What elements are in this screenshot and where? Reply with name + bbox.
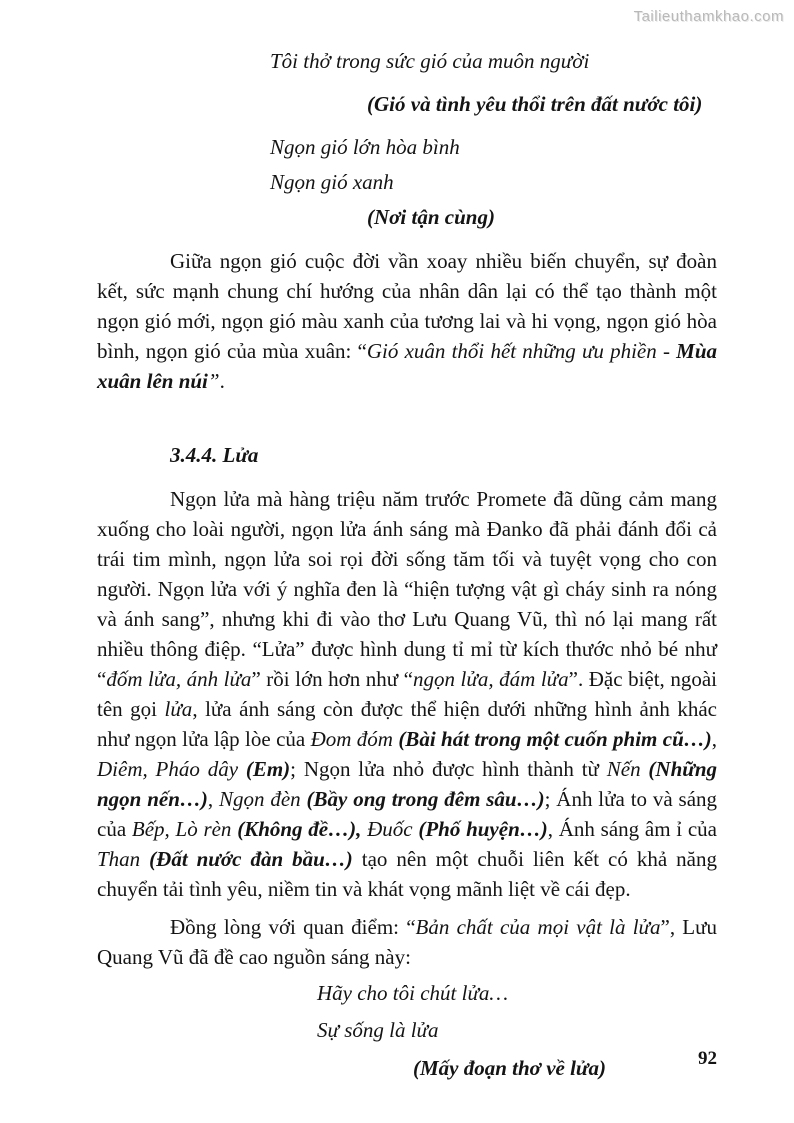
text-run: ; Ánh lửa to và sáng của: [97, 787, 718, 841]
poem-source: (Mấy đoạn thơ về lửa): [413, 1056, 606, 1080]
text-run: Nến: [606, 757, 649, 781]
text-run: Đom đóm: [310, 727, 399, 751]
text-run: Mùa xuân lên núi: [97, 339, 717, 393]
poem-line: Ngọn gió lớn hòa bình: [270, 135, 460, 159]
page-number: 92: [698, 1048, 717, 1069]
text-run: ; Ngọn lửa nhỏ được hình thành từ: [290, 757, 607, 781]
text-run: (Đất nước đàn bầu…): [149, 847, 353, 871]
text-run: ,: [207, 787, 219, 811]
text-run: đốm lửa, ánh lửa: [106, 667, 252, 691]
text-run: Ngọn đèn: [219, 787, 307, 811]
paragraph-lua-analysis: [97, 484, 717, 904]
poem-source: (Nơi tận cùng): [367, 205, 495, 229]
poem-line: Sự sống là lửa: [317, 1018, 439, 1042]
watermark: Tailieuthamkhao.com: [633, 8, 784, 25]
page-content: [97, 48, 717, 1081]
text-run: ”, Lưu Quang Vũ đã đề cao nguồn sáng này:: [97, 915, 718, 969]
text-run: ,: [711, 727, 717, 751]
paragraph-gio-conclusion: [97, 246, 717, 396]
text-run: (Bài hát trong một cuốn phim cũ…): [398, 727, 712, 751]
text-run: , lửa ánh sáng còn được thể hiện dưới những hình ảnh khác như ngọn lửa lập lòe của: [97, 697, 717, 751]
text-run: (Phố huyện…): [418, 817, 548, 841]
text-run: Diêm, Pháo dây: [97, 757, 246, 781]
text-run: (Những ngọn nến…): [97, 757, 718, 811]
text-run: Than: [97, 847, 150, 871]
text-run: tạo nên một chuỗi liên kết có khả năng chuyển tải tình yêu, niềm tin và khát vọng mãnh liệt về cái đẹp.: [97, 847, 717, 901]
text-run: .: [219, 369, 225, 393]
poem-line: Ngọn gió xanh: [270, 170, 394, 194]
text-run: ”. Đặc biệt, ngoài tên gọi: [97, 667, 718, 721]
text-run: (Không đề…),: [237, 817, 368, 841]
text-run: Đồng lòng với quan điểm: “: [170, 915, 416, 939]
text-run: ” rồi lớn hơn như “: [251, 667, 414, 691]
text-run: ”: [207, 369, 220, 393]
paragraph-dong-long: [97, 912, 717, 972]
text-run: lửa: [164, 697, 193, 721]
text-run: Bản chất của mọi vật là lửa: [415, 915, 661, 939]
poem-line: Tôi thở trong sức gió của muôn người: [270, 49, 590, 73]
text-run: Gió xuân thổi hết những ưu phiền -: [366, 339, 677, 363]
text-run: Bếp, Lò rèn: [131, 817, 238, 841]
text-run: Ngọn lửa mà hàng triệu năm trước Promete đã dũng cảm mang xuống cho loài người, ngọn lửa ánh sáng mà Đanko đã phải đánh đổi cả trái tim mình, ngọn lửa soi rọi đời sống tăm tối và tuyệt vọng cho con người. Ngọn lửa với ý nghĩa đen là “hiện tượng vật gì cháy sinh ra nóng và ánh sang”, nhưng khi đi vào thơ Lưu Quang Vũ, thì nó lại mang rất nhiều thông điệp. “Lửa” được hình dung tỉ mỉ từ kích thước nhỏ bé như “: [97, 487, 717, 691]
text-run: , Ánh sáng âm ỉ của: [547, 817, 717, 841]
poem-source: (Gió và tình yêu thổi trên đất nước tôi): [367, 92, 703, 116]
text-run: Đuốc: [367, 817, 419, 841]
text-run: (Em): [245, 757, 291, 781]
text-run: Giữa ngọn gió cuộc đời vần xoay nhiều biến chuyển, sự đoàn kết, sức mạnh chung chí hướng của nhân dân lại có thể tạo thành một ngọn gió mới, ngọn gió màu xanh của tương lai và hi vọng, ngọn gió hòa bình, ngọn gió của mùa xuân: “: [97, 249, 717, 363]
poem-line: Hãy cho tôi chút lửa…: [317, 981, 509, 1005]
text-run: (Bầy ong trong đêm sâu…): [306, 787, 545, 811]
text-run: ngọn lửa, đám lửa: [413, 667, 569, 691]
section-heading: 3.4.4. Lửa: [170, 443, 259, 467]
